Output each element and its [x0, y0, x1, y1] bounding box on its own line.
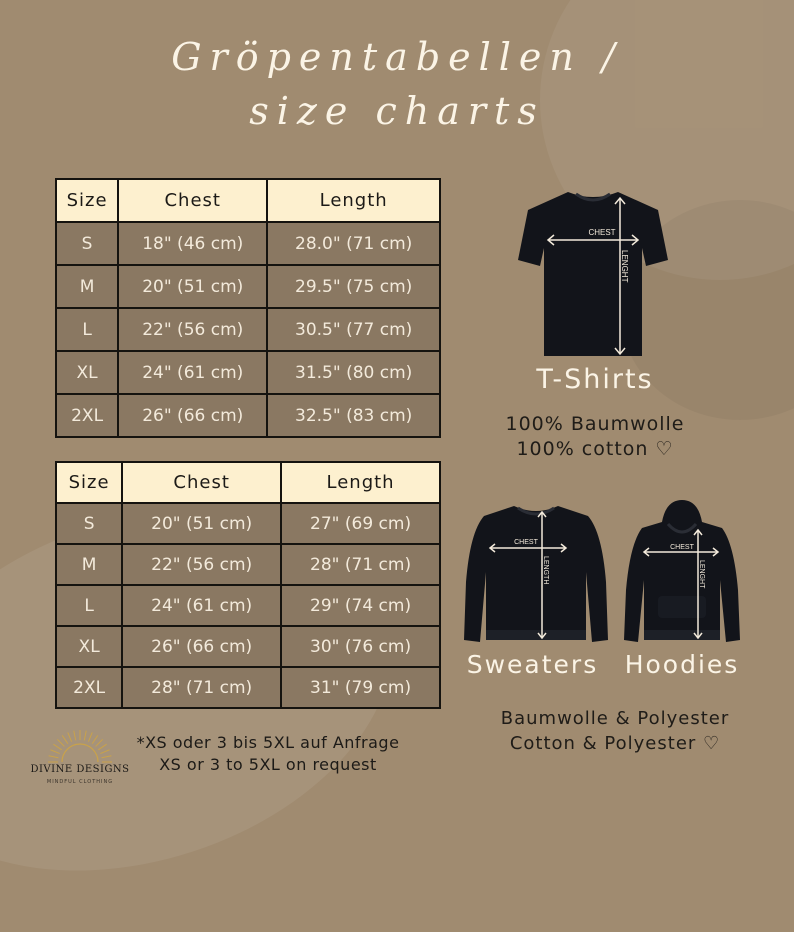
cell-chest: 24" (61 cm) — [122, 585, 281, 626]
cell-chest: 26" (66 cm) — [122, 626, 281, 667]
tshirt-material-de: 100% Baumwolle — [505, 413, 685, 435]
cell-size: L — [56, 308, 118, 351]
cell-size: M — [56, 544, 122, 585]
cell-chest: 20" (51 cm) — [122, 503, 281, 544]
cell-chest: 22" (56 cm) — [122, 544, 281, 585]
sweater-length-label: LENGTH — [542, 556, 549, 585]
cell-length: 29" (74 cm) — [281, 585, 440, 626]
cell-size: XL — [56, 626, 122, 667]
tshirt-length-label: LENGHT — [620, 250, 629, 283]
cell-size: L — [56, 585, 122, 626]
sweater-icon — [462, 502, 610, 647]
sweater-chest-label: CHEST — [514, 539, 538, 546]
fleece-material-en: Cotton & Polyester ♡ — [509, 733, 721, 754]
hoodie-length-label: LENGHT — [698, 560, 705, 589]
hoodies-caption: Hoodies — [624, 650, 740, 679]
logo-name: DIVINE DESIGNS — [30, 764, 130, 775]
table-row — [56, 503, 440, 544]
cell-length: 30" (76 cm) — [281, 626, 440, 667]
tshirt-chest-label: CHEST — [588, 228, 616, 237]
table-header-row — [56, 462, 440, 503]
cell-length: 32.5" (83 cm) — [267, 394, 440, 437]
header-length: Length — [281, 462, 440, 503]
title-line-2: size charts — [249, 89, 545, 133]
cell-length: 30.5" (77 cm) — [267, 308, 440, 351]
cell-size: XL — [56, 351, 118, 394]
hoodie-icon — [622, 500, 742, 648]
note-line-de: *XS oder 3 bis 5XL auf Anfrage — [136, 733, 400, 752]
cell-size: M — [56, 265, 118, 308]
cell-length: 28" (71 cm) — [281, 544, 440, 585]
fleece-material — [455, 706, 775, 756]
header-length: Length — [267, 179, 440, 222]
cell-length: 31.5" (80 cm) — [267, 351, 440, 394]
note-line-en: XS or 3 to 5XL on request — [159, 755, 377, 774]
table-header-row — [56, 179, 440, 222]
fleece-material-de: Baumwolle & Polyester — [500, 708, 730, 729]
title-line-1: Gröpentabellen / — [171, 35, 623, 79]
cell-chest: 18" (46 cm) — [118, 222, 267, 265]
hoodie-chest-label: CHEST — [670, 544, 694, 551]
cell-length: 27" (69 cm) — [281, 503, 440, 544]
tshirt-material-en: 100% cotton ♡ — [516, 438, 674, 460]
cell-size: S — [56, 503, 122, 544]
tshirt-caption: T-Shirts — [536, 364, 654, 395]
cell-length: 28.0" (71 cm) — [267, 222, 440, 265]
table-row — [56, 667, 440, 708]
cell-chest: 22" (56 cm) — [118, 308, 267, 351]
tshirt-material — [470, 412, 720, 462]
cell-length: 31" (79 cm) — [281, 667, 440, 708]
cell-chest: 20" (51 cm) — [118, 265, 267, 308]
cell-chest: 24" (61 cm) — [118, 351, 267, 394]
table-row — [56, 626, 440, 667]
table-row — [56, 544, 440, 585]
cell-length: 29.5" (75 cm) — [267, 265, 440, 308]
table-row — [56, 265, 440, 308]
header-size: Size — [56, 462, 122, 503]
tshirt-icon — [518, 190, 668, 360]
tshirt-size-table — [55, 178, 441, 438]
table-row — [56, 308, 440, 351]
cell-chest: 26" (66 cm) — [118, 394, 267, 437]
cell-size: 2XL — [56, 667, 122, 708]
header-chest: Chest — [118, 179, 267, 222]
sweaters-caption: Sweaters — [466, 650, 599, 679]
sweater-hoodie-size-table — [55, 461, 441, 709]
table-row — [56, 222, 440, 265]
logo-tagline: MINDFUL CLOTHING — [46, 779, 114, 785]
cell-size: 2XL — [56, 394, 118, 437]
header-size: Size — [56, 179, 118, 222]
cell-size: S — [56, 222, 118, 265]
table-row — [56, 394, 440, 437]
table-row — [56, 351, 440, 394]
cell-chest: 28" (71 cm) — [122, 667, 281, 708]
size-request-note — [108, 732, 428, 776]
table-row — [56, 585, 440, 626]
header-chest: Chest — [122, 462, 281, 503]
page-title — [0, 30, 794, 138]
